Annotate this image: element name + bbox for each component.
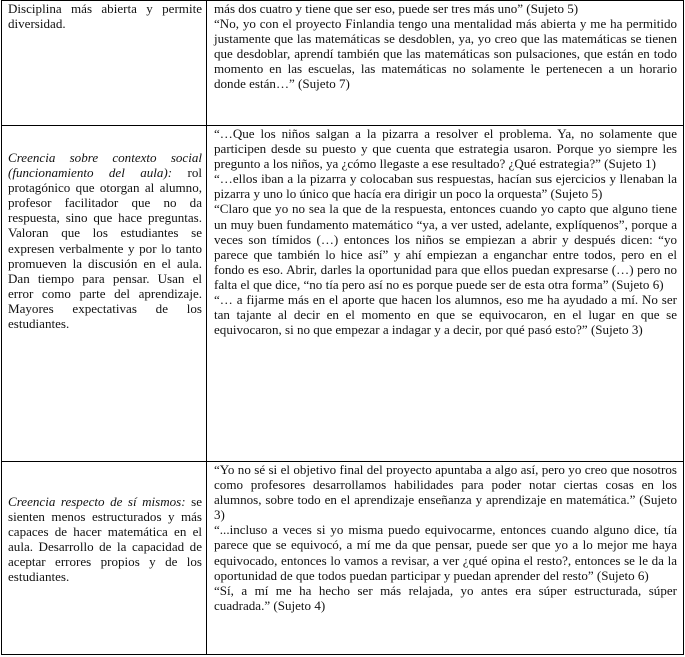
belief-description: rol protagónico que otorgan al alumno, profesor facilitador que no da respuesta, sino que hace preguntas. Valoran que los estudiantes se expresen verbalmente y por lo tanto promueven la discusión en el aula. Dan tiempo para pensar. Usan el error como parte del aprendizaje. Mayores expectativas de los estudiantes. [8,165,202,332]
quote: “Yo no sé si el objetivo final del proyecto apuntaba a algo así, pero yo creo que nosotros como profesores desarrollamos habilidades para poder notar ciertas cosas en los alumnos, sobre todo en el aprendizaje enseñanza y aprendizaje en matemática.” (Sujeto 3) [214,462,677,523]
quote: “…ellos iban a la pizarra y colocaban sus respuestas, hacían sus ejercicios y llenaban la pizarra y uno lo único que hacía era dirigir un poco la orquesta” (Sujeto 5) [214,171,677,202]
beliefs-table [1,0,684,655]
quote: más dos cuatro y tiene que ser eso, puede ser tres más uno” (Sujeto 5) [214,1,579,16]
belief-category: Creencia respecto de sí mismos: [8,494,186,509]
table-row [2,126,684,462]
quote: “… a fijarme más en el aporte que hacen los alumnos, eso me ha ayudado a mí. No ser tan tajante al decir en el momento en que se equivocaron, en el lugar en que se equivocaron, si no que empezar a indagar y a decir, por qué pasó esto?” (Sujeto 3) [214,292,677,338]
quotes-cell [207,126,684,462]
belief-cell [2,126,207,462]
belief-description: Disciplina más abierta y permite diversidad. [8,1,202,32]
quote: “No, yo con el proyecto Finlandia tengo una mentalidad más abierta y me ha permitido justamente que las matemáticas se desdoblen, ya, yo creo que las matemáticas se tienen que desdoblar, aprendí también que las matemáticas son pulsaciones, que están en todo momento en las escuelas, las matemáticas no solamente le pertenecen a un horario donde están…” (Sujeto 7) [214,16,677,92]
quote: “…Que los niños salgan a la pizarra a resolver el problema. Ya, no solamente que participen desde su puesto y que cuenta que estrategia usaron. Porque yo siempre les pregunto a los niños, ya ¿cómo llegaste a ese resultado? ¿Qué estrategia?” (Sujeto 1) [214,126,677,172]
quotes-cell [207,462,684,655]
belief-cell [2,1,207,126]
table-row [2,462,684,655]
quote: “Sí, a mí me ha hecho ser más relajada, yo antes era súper estructurada, súper cuadrada.” (Sujeto 4) [214,582,677,613]
quotes-cell [207,1,684,126]
quote: “Claro que yo no sea la que de la respuesta, entonces cuando yo capto que alguno tiene un muy buen fundamento matemático “ya, a ver usted, adelante, explíquenos”, porque a veces son tímidos (…) entonces los niños se empiezan a abrir y después dicen: “yo parece que también lo hice así” y ahí empiezan a enganchar entre todos, pero en el fondo es eso. Abrir, darles la oportunidad para que ellos puedan expresarse (…) pero no falta el que dice, “no tía pero así no es porque puede ser de esta otra forma” (Sujeto 6) [214,201,677,292]
quote: “...incluso a veces si yo misma puedo equivocarme, entonces cuando alguno dice, tía parece que se equivocó, a mí me da que pensar, puede ser que yo a lo mejor me haya equivocado, entonces lo vamos a revisar, a ver ¿qué opina el resto?, entonces se le da la oportunidad de que todos puedan participar y puedan aprender del resto” (Sujeto 6) [214,522,677,583]
document-page [1,0,683,657]
belief-cell [2,462,207,655]
belief-description: se sienten menos estructurados y más capaces de hacer matemática en el aula. Desarrollo de la capacidad de aceptar errores propios y de los estudiantes. [8,494,202,585]
table-row [2,1,684,126]
belief-category: Creencia sobre contexto social (funcionamiento del aula): [8,150,202,181]
